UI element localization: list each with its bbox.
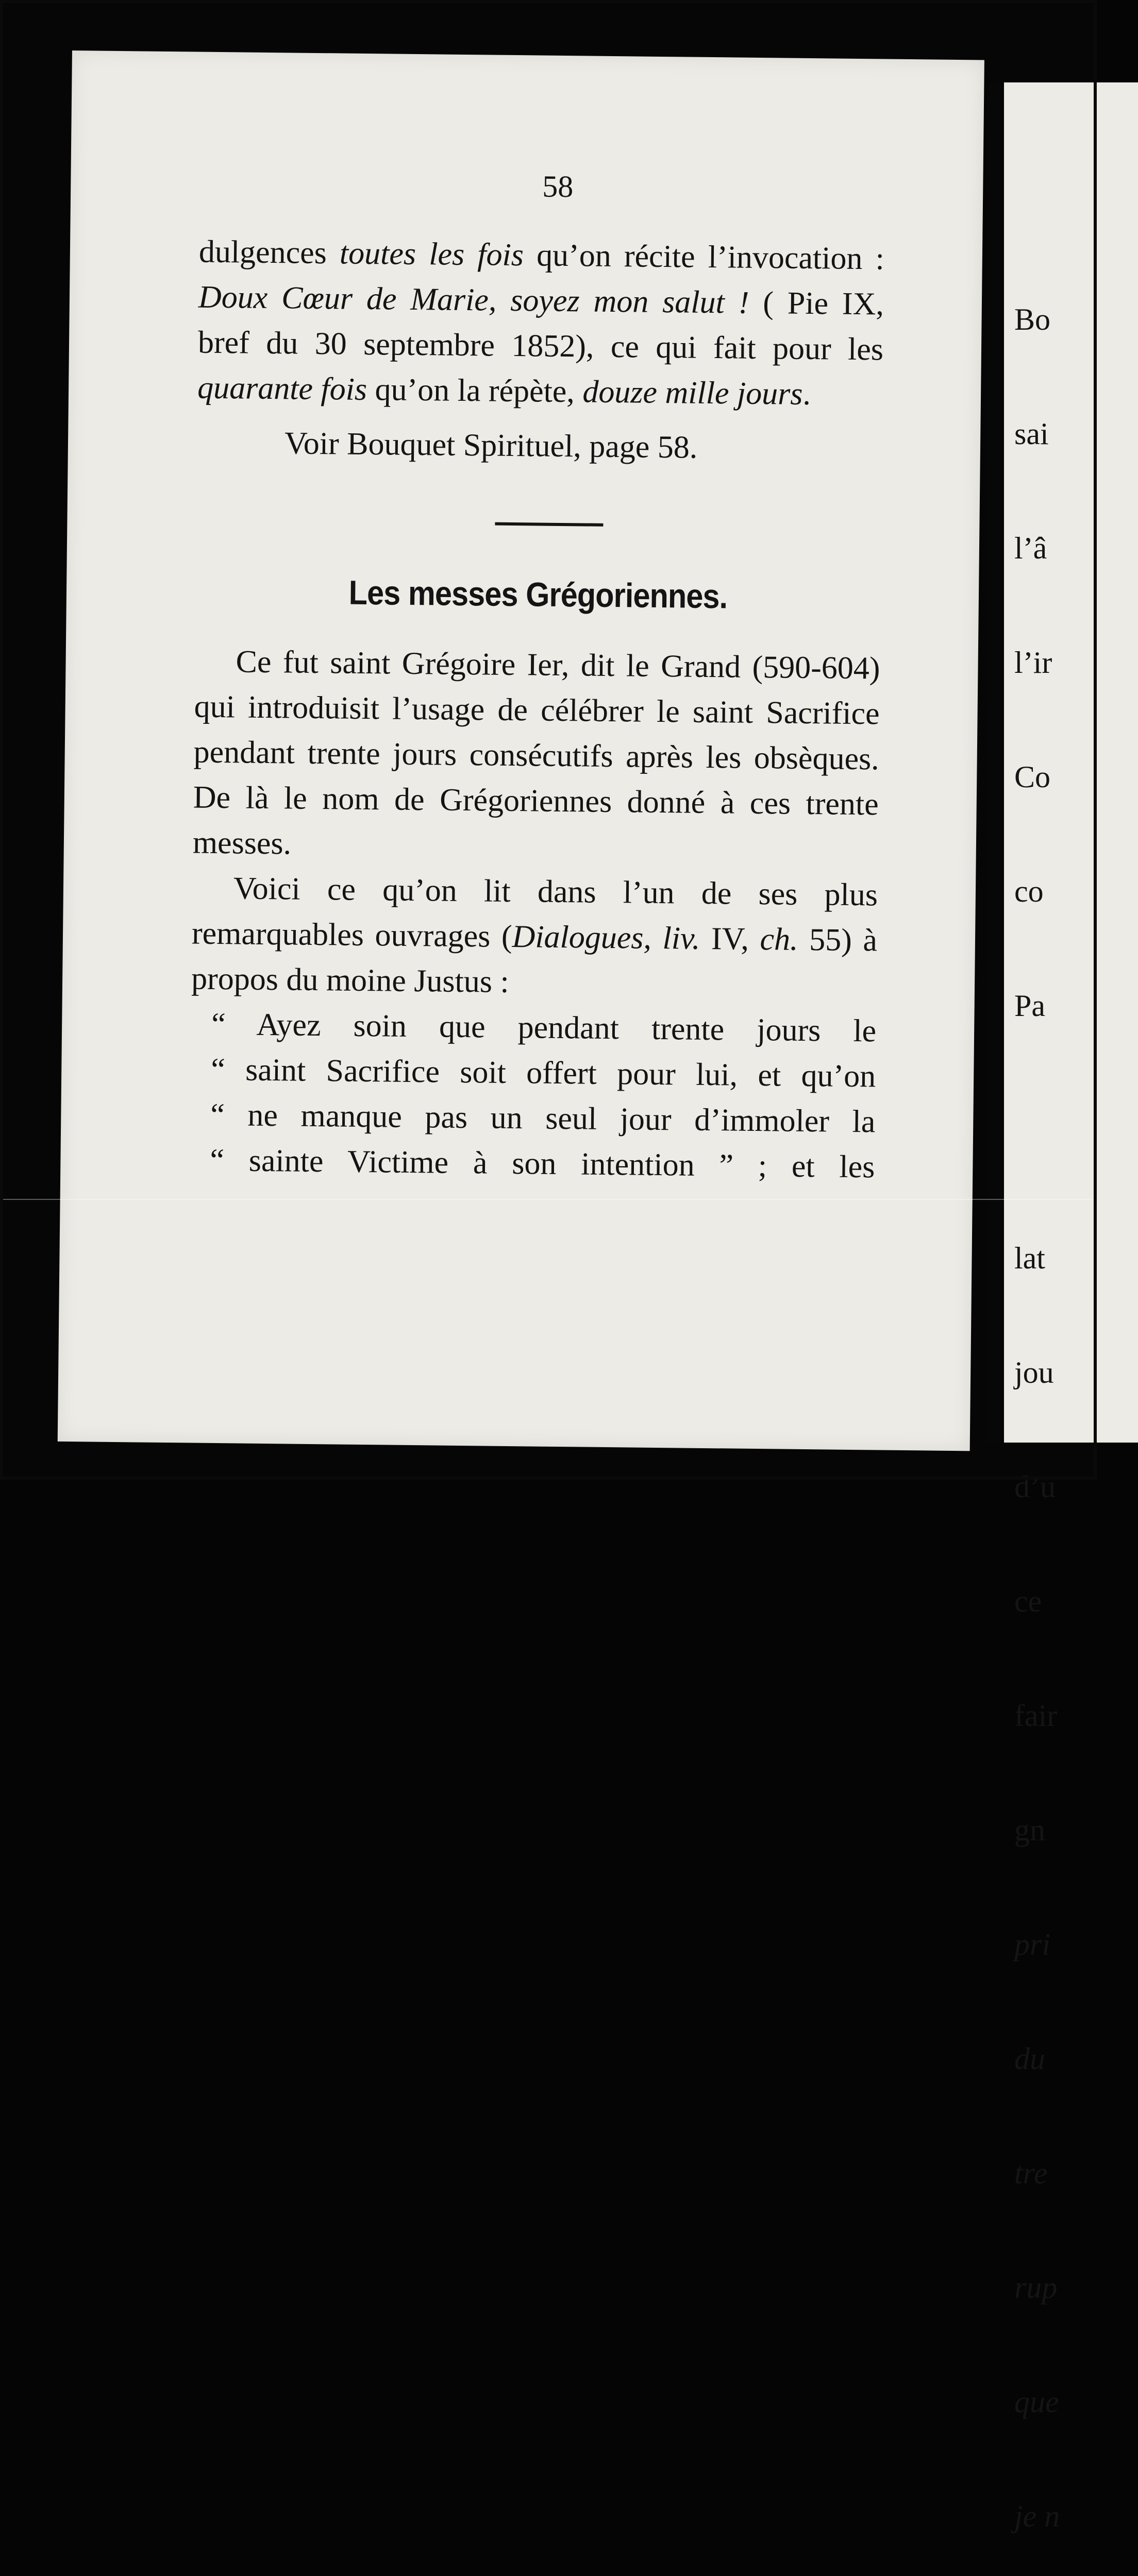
fragment-line: l’ir: [1014, 646, 1052, 680]
section-title: Les messes Grégoriennes.: [348, 573, 728, 616]
quote-line: “ Ayez soin que pendant trente jours le: [211, 1006, 877, 1049]
paragraph-gregoire: Ce fut saint Grégoire Ier, dit le Grand (590-604) qui introduisit l’usage de célébrer le saint Sacrifice pendant trente jours consécutifs après les obsèques. De là le nom de Grégoriennes donné à ces trente messes.: [192, 644, 880, 861]
fragment-line-italic: rup: [1014, 2270, 1058, 2304]
para1-italic-invocation: Doux Cœur de Marie, soyez mon salut !: [198, 279, 749, 320]
fragment-line-italic: pri: [1014, 1927, 1051, 1961]
fragment-line: d’u: [1014, 1470, 1056, 1504]
reference-line: Voir Bouquet Spirituel, page 58.: [284, 426, 698, 465]
paragraph-dialogues: [191, 866, 878, 1009]
para1-italic-3: quarante fois: [197, 370, 367, 408]
quote-line: “ ne manque pas un seul jour d’immoler la: [210, 1097, 876, 1140]
para3-text-1: Voici ce qu’on lit dans l’un de ses plus remarquables ouvrages (: [191, 871, 878, 955]
fragment-line-italic: tre: [1014, 2156, 1048, 2190]
scan-artifact-line: [0, 1199, 1097, 1200]
para1-text-2: qu’on récite l’invocation :: [523, 238, 885, 277]
para3-italic-1: Dialogues, liv.: [512, 919, 700, 956]
page-content: [189, 165, 885, 1190]
fragment-line: sai: [1014, 417, 1049, 451]
para3-text-3: 55) à propos du moine Justus :: [191, 922, 878, 999]
fragment-line: ce: [1014, 1584, 1042, 1618]
para1-italic-4: douze mille jours: [582, 374, 803, 412]
book-gutter: [987, 82, 1001, 1443]
fragment-line: lat: [1014, 1241, 1045, 1275]
para1-text-3: ( Pie IX, bref du 30 septembre 1852), ce qui fait pour les: [197, 285, 884, 367]
fragment-line-italic: que: [1014, 2385, 1059, 2419]
fragment-line: jou: [1014, 1355, 1054, 1389]
section-divider: [495, 522, 603, 527]
quote-line: “ saint Sacrifice soit offert pour lui, et qu’on: [210, 1052, 876, 1094]
fragment-line: co: [1014, 874, 1044, 908]
fragment-line: Bo: [1014, 302, 1051, 336]
fragment-line-italic: je n: [1014, 2499, 1060, 2533]
right-page-text-fragments: [1014, 227, 1061, 2576]
para3-italic-2: ch.: [760, 922, 798, 957]
paragraph-indulgences: [197, 229, 885, 418]
quotation: [189, 1002, 877, 1190]
right-page-edge: [1004, 82, 1138, 2533]
page-number: 58: [542, 169, 574, 204]
para3-text-2: IV,: [700, 921, 760, 957]
quote-line: “ sainte Victime à son intention ” ; et les: [210, 1142, 875, 1185]
fragment-gap: [1014, 1098, 1061, 1165]
fragment-line: Co: [1014, 760, 1051, 794]
fragment-line: fair: [1014, 1699, 1058, 1733]
para1-italic-1: toutes les fois: [339, 235, 524, 273]
left-page: [58, 50, 984, 1451]
fragment-line: l’â: [1014, 531, 1047, 565]
para1-text-1: dulgences: [198, 234, 340, 271]
fragment-line: gn: [1014, 1813, 1045, 1847]
fragment-line-italic: du: [1014, 2042, 1045, 2076]
para1-text-4: qu’on la répète,: [366, 372, 583, 410]
para1-text-5: .: [802, 376, 811, 412]
fragment-line: Pa: [1014, 989, 1045, 1023]
